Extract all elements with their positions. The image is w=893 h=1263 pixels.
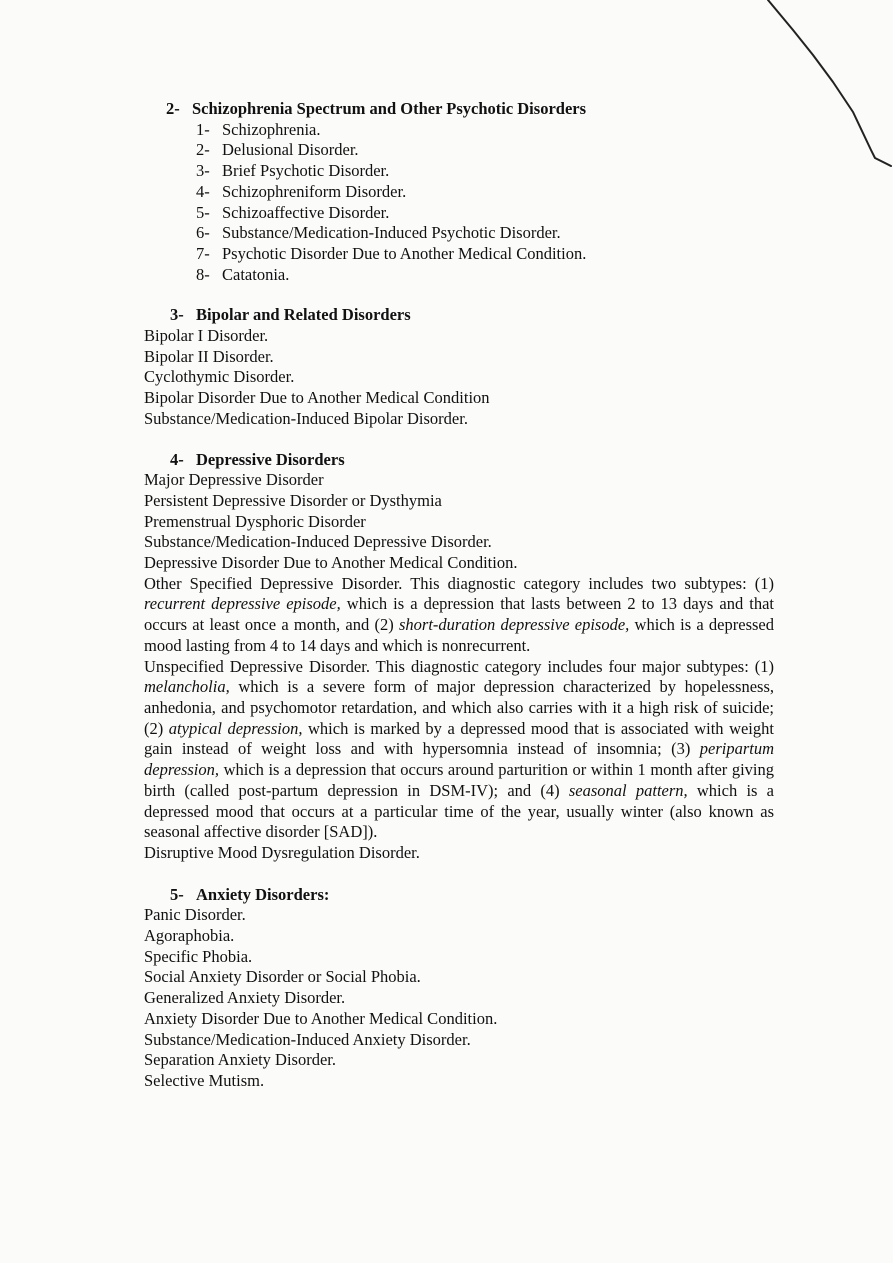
section-number: 4-	[170, 449, 184, 469]
text-line: Bipolar I Disorder.	[144, 326, 269, 346]
item-number: 8-	[196, 264, 210, 284]
section-title: Schizophrenia Spectrum and Other Psychotic Disorders	[192, 99, 587, 118]
text-line: Depressive Disorder Due to Another Medical Condition.	[144, 553, 518, 573]
section-title: Depressive Disorders	[196, 449, 345, 469]
item-text: Schizophreniform Disorder.	[222, 181, 407, 201]
list-item	[196, 120, 774, 141]
item-number: 5-	[196, 202, 210, 222]
text-line: Agoraphobia.	[144, 926, 235, 946]
item-text: Schizoaffective Disorder.	[222, 202, 390, 222]
paragraph-text: Unspecified Depressive Disorder. This diagnostic category includes four major subtypes: (1)	[144, 656, 774, 676]
paragraph-text: Other Specified Depressive Disorder. This diagnostic category includes two subtypes: (1)	[144, 573, 774, 593]
text-line: Panic Disorder.	[144, 905, 246, 925]
text-line: Bipolar Disorder Due to Another Medical Condition	[144, 388, 490, 408]
item-number: 4-	[196, 181, 210, 201]
text-line: Major Depressive Disorder	[144, 470, 324, 490]
list-item	[196, 265, 774, 286]
italic-term: short-duration depressive episode,	[398, 615, 630, 635]
italic-term: recurrent depressive episode,	[144, 594, 341, 614]
text-line: Premenstrual Dysphoric Disorder	[144, 511, 366, 531]
text-line: Selective Mutism.	[144, 1070, 265, 1090]
list-item	[196, 182, 774, 203]
paragraph-text: which is a depression that occurs around parturition or within 1 month after giving birth (called post-partum depression in DSM-IV); and (4)	[144, 760, 774, 800]
text-line: Substance/Medication-Induced Anxiety Disorder.	[144, 1029, 471, 1049]
paragraph-text: which is a depression that lasts between 2 to 13 days and that occurs at least once a month, and (2)	[144, 594, 774, 635]
text-line: Social Anxiety Disorder or Social Phobia.	[144, 967, 421, 987]
item-number: 7-	[196, 243, 210, 263]
list-item	[196, 161, 774, 182]
item-text: Psychotic Disorder Due to Another Medical Condition.	[222, 243, 587, 263]
item-number: 1-	[196, 119, 210, 139]
text-line: Persistent Depressive Disorder or Dysthymia	[144, 490, 442, 510]
paragraph-text: which is a depressed mood that occurs at a particular time of the year, usually winter (also known as seasonal affective disorder [SAD]).	[144, 780, 775, 842]
section-number: 2-	[166, 99, 180, 118]
section-heading-anxiety	[144, 885, 774, 906]
section-title: Bipolar and Related Disorders	[196, 305, 411, 325]
text-line: Separation Anxiety Disorder.	[144, 1050, 337, 1070]
section-number: 3-	[170, 305, 184, 325]
document-body	[144, 99, 774, 1092]
section-heading-depressive	[144, 450, 774, 471]
item-text: Substance/Medication-Induced Psychotic Disorder.	[222, 223, 561, 243]
other-specified-paragraph	[144, 574, 774, 657]
italic-term: peripartum depression,	[144, 739, 774, 780]
list-item	[196, 244, 774, 265]
list-item	[196, 203, 774, 224]
item-number: 6-	[196, 223, 210, 243]
item-number: 3-	[196, 161, 210, 181]
section-heading-psychotic	[144, 99, 774, 120]
text-line: Bipolar II Disorder.	[144, 346, 274, 366]
italic-term: melancholia,	[144, 677, 230, 697]
text-line: Substance/Medication-Induced Depressive Disorder.	[144, 532, 492, 552]
paragraph-text: which is a severe form of major depression characterized by hopelessness, anhedonia, and psychomotor retardation, and which also carries with it a high risk of suicide; (2)	[144, 677, 774, 738]
paragraph-text: which is marked by a depressed mood that is associated with weight gain instead of weight loss and with hypersomnia instead of insomnia; (3)	[144, 718, 774, 759]
text-line: Cyclothymic Disorder.	[144, 367, 295, 387]
item-text: Delusional Disorder.	[222, 140, 359, 160]
italic-term: seasonal pattern,	[568, 780, 688, 800]
text-line: Anxiety Disorder Due to Another Medical Condition.	[144, 1008, 498, 1028]
item-number: 2-	[196, 140, 210, 160]
item-text: Brief Psychotic Disorder.	[222, 161, 390, 181]
pen-stroke-mark	[753, 0, 893, 180]
text-line: Specific Phobia.	[144, 946, 253, 966]
list-item	[196, 223, 774, 244]
section-title: Anxiety Disorders:	[196, 884, 330, 904]
section-heading-bipolar	[144, 305, 774, 326]
psychotic-disorders-list	[144, 120, 774, 286]
text-line: Substance/Medication-Induced Bipolar Disorder.	[144, 408, 468, 428]
text-line: Generalized Anxiety Disorder.	[144, 988, 346, 1008]
list-item	[196, 140, 774, 161]
text-line: Disruptive Mood Dysregulation Disorder.	[144, 842, 420, 862]
section-number: 5-	[170, 884, 184, 904]
paragraph-text: which is a depressed mood lasting from 4 to 14 days and which is nonrecurrent.	[144, 615, 774, 655]
italic-term: atypical depression,	[168, 718, 303, 738]
unspecified-paragraph	[144, 657, 774, 843]
item-text: Catatonia.	[222, 264, 290, 284]
item-text: Schizophrenia.	[222, 119, 321, 139]
